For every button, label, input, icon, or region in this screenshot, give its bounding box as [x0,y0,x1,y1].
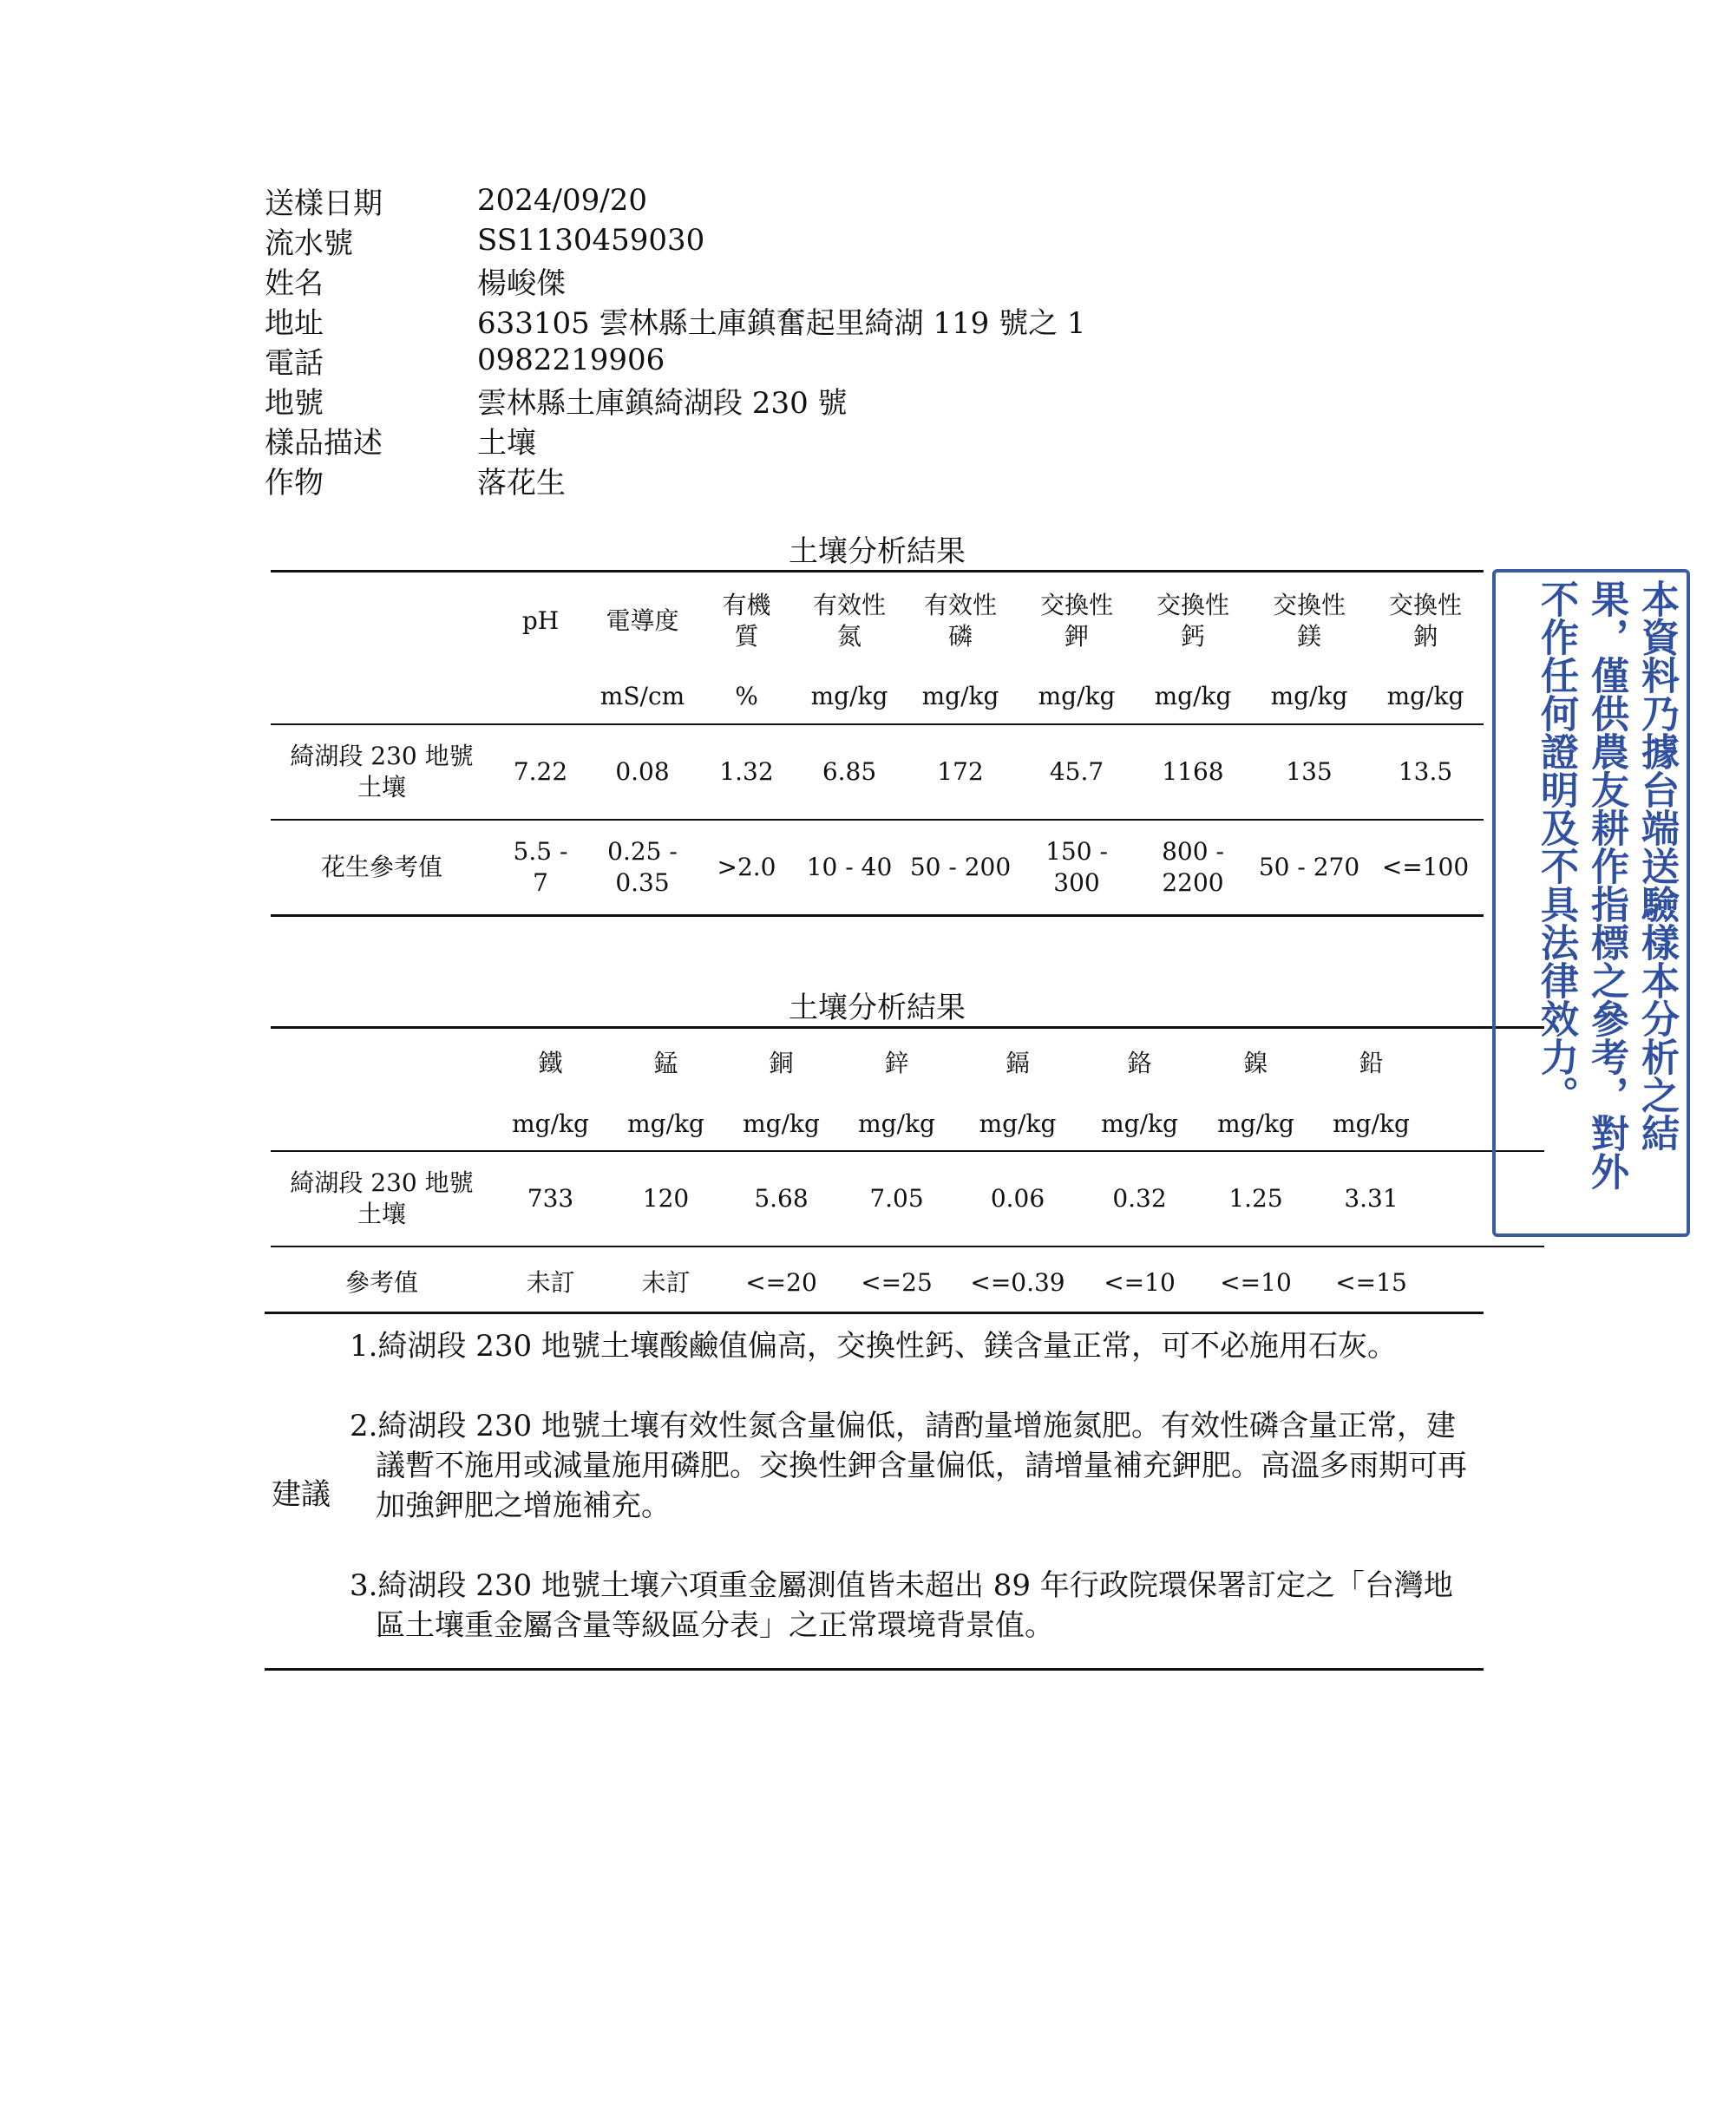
empty-cell [1429,1246,1544,1318]
info-value: SS1130459030 [477,223,705,258]
header-cell [1367,572,1484,671]
value-cell: 7.05 [839,1151,954,1246]
row-label-text: 土壤 [357,1200,406,1228]
row-label-text: 綺湖段 230 地號 [290,1168,474,1197]
info-row-date [265,180,1086,220]
unit-cell: mg/kg [1367,670,1484,724]
suggestions-label: 建議 [272,1477,331,1512]
info-label: 送樣日期 [265,186,383,221]
table-header-row [271,572,1484,671]
unit-cell: mg/kg [902,670,1019,724]
row-label: 花生參考值 [320,853,442,881]
reference-cell: <=10 [1104,1268,1176,1297]
header-cell: 鉻 [1127,1049,1152,1077]
header-text: 鉀 [1064,622,1089,651]
info-label: 地號 [265,385,324,421]
reference-text: 0.25 - [607,837,678,866]
info-row-serial [265,220,1086,260]
reference-cell: <=10 [1220,1268,1292,1297]
value-cell: 0.08 [588,724,697,820]
unit-cell: mg/kg [1313,1098,1429,1151]
unit-cell: mS/cm [588,670,697,724]
header-cell [796,572,902,671]
info-label: 流水號 [265,226,353,261]
reference-cell: <=0.39 [970,1268,1065,1297]
info-value: 雲林縣土庫鎮綺湖段 230 號 [477,385,848,421]
header-cell [1251,572,1367,671]
header-cell: 鐵 [538,1049,563,1077]
table-reference-row [271,1246,1544,1318]
unit-cell: mg/kg [1198,1098,1313,1151]
info-label: 地址 [265,305,324,341]
reference-cell [1135,820,1251,916]
info-value: 土壤 [477,425,536,461]
unit-cell: mg/kg [1019,670,1135,724]
table-sample-row [271,724,1484,820]
reference-cell: <=15 [1335,1268,1407,1297]
reference-text: 5.5 - [513,837,568,866]
header-cell: 鎘 [1005,1049,1030,1077]
value-cell: 120 [608,1151,724,1246]
info-value: 落花生 [477,465,566,501]
header-text: 鈣 [1180,622,1205,651]
header-text: 有機 [722,591,771,619]
info-label: 姓名 [265,265,324,301]
info-value: 2024/09/20 [477,183,647,218]
header-text: pH [521,606,560,635]
header-text: 鎂 [1296,622,1321,651]
value-cell: 6.85 [796,724,902,820]
suggestions-list [350,1326,1477,1685]
header-text: 有效性 [812,591,886,619]
header-cell: 鉛 [1359,1049,1384,1077]
reference-text: 300 [1053,868,1100,897]
value-cell: 13.5 [1367,724,1484,820]
header-cell [1135,572,1251,671]
reference-cell: 10 - 40 [806,853,893,881]
unit-cell [493,670,588,724]
table-units-row [271,670,1484,724]
unit-cell: mg/kg [1135,670,1251,724]
table-reference-row [271,820,1484,916]
value-cell: 733 [493,1151,608,1246]
unit-cell: mg/kg [839,1098,954,1151]
header-text: 鈉 [1412,622,1438,651]
reference-cell: <=25 [861,1268,933,1297]
info-value: 楊峻傑 [477,265,566,301]
soil-analysis-table-1 [271,570,1484,917]
table-units-row [271,1098,1544,1151]
header-text: 交換性 [1156,591,1229,619]
header-text: 有效性 [923,591,997,619]
reference-cell: >2.0 [717,853,776,881]
suggestion-item: 2.綺湖段 230 地號土壤有效性氮含量偏低，請酌量增施氮肥。有效性磷含量正常，建議暫不施用或減量施用磷肥。交換性鉀含量偏低，請增量補充鉀肥。高溫多雨期可再加強鉀肥之增施補充。 [350,1409,1467,1523]
suggestions-section [265,1312,1484,1671]
unit-cell: mg/kg [493,1098,608,1151]
reference-text: 2200 [1162,868,1224,897]
disclaimer-stamp: 本資料乃據台端送驗樣本分析之結果，僅供農友耕作指標之參考，對外不作任何證明及不具法律效力。 [1492,569,1690,1237]
row-label-text: 綺湖段 230 地號 [290,742,474,770]
header-cell [902,572,1019,671]
unit-cell: % [697,670,796,724]
info-label: 電話 [265,345,324,381]
value-cell: 45.7 [1019,724,1135,820]
header-cell: 銅 [769,1049,794,1077]
unit-cell: mg/kg [796,670,902,724]
info-row-sample-desc [265,420,1086,460]
reference-cell [493,820,588,916]
row-label: 參考值 [344,1268,418,1297]
empty-cell [271,670,493,724]
header-cell: 鋅 [884,1049,909,1077]
value-cell: 3.31 [1313,1151,1429,1246]
header-text: 電導度 [606,606,679,635]
info-label: 作物 [265,465,324,501]
header-cell: 鎳 [1243,1049,1268,1077]
value-cell: 7.22 [493,724,588,820]
header-text: 質 [734,622,759,651]
reference-cell [588,820,697,916]
info-row-address [265,300,1086,340]
reference-text: 0.35 [615,868,670,897]
value-cell: 1168 [1135,724,1251,820]
row-label-text: 土壤 [357,773,406,802]
info-row-phone [265,340,1086,380]
soil-analysis-table-2 [271,1026,1544,1318]
reference-cell: 50 - 270 [1258,853,1360,881]
unit-cell: mg/kg [954,1098,1081,1151]
header-cell [588,572,697,671]
info-row-land-number [265,380,1086,420]
value-cell: 0.06 [954,1151,1081,1246]
reference-cell: 未訂 [526,1268,575,1297]
header-text: 磷 [947,622,973,651]
suggestion-item: 3.綺湖段 230 地號土壤六項重金屬測值皆未超出 89 年行政院環保署訂定之「台灣地區土壤重金屬含量等級區分表」之正常環境背景值。 [350,1568,1453,1643]
value-cell: 172 [902,724,1019,820]
empty-cell [271,572,493,671]
info-label: 樣品描述 [265,425,383,461]
info-value: 633105 雲林縣土庫鎮奮起里綺湖 119 號之 1 [477,305,1086,341]
value-cell: 1.32 [697,724,796,820]
sample-info [265,180,1086,500]
info-value: 0982219906 [477,343,665,377]
table1-title: 土壤分析結果 [789,534,966,569]
reference-cell: 50 - 200 [909,853,1012,881]
reference-cell: <=100 [1381,853,1470,881]
reference-text: 800 - [1162,837,1224,866]
header-text: 交換性 [1039,591,1113,619]
info-row-crop [265,460,1086,500]
unit-cell: mg/kg [724,1098,839,1151]
value-cell: 1.25 [1198,1151,1313,1246]
reference-text: 150 - [1045,837,1108,866]
row-label [271,1151,493,1246]
table2-title: 土壤分析結果 [789,991,966,1025]
table-sample-row [271,1151,1544,1246]
value-cell: 5.68 [724,1151,839,1246]
suggestion-item: 1.綺湖段 230 地號土壤酸鹼值偏高，交換性鈣、鎂含量正常，可不必施用石灰。 [350,1329,1397,1364]
unit-cell: mg/kg [1081,1098,1198,1151]
reference-text: 7 [533,868,548,897]
header-text: 氮 [836,622,861,651]
header-cell: 錳 [653,1049,678,1077]
empty-cell [271,1098,493,1151]
table-header-row [271,1028,1544,1099]
header-cell [493,572,588,671]
unit-cell: mg/kg [1251,670,1367,724]
info-row-name [265,260,1086,300]
reference-cell: <=20 [745,1268,817,1297]
header-cell [697,572,796,671]
reference-cell [1019,820,1135,916]
row-label [271,724,493,820]
header-text: 交換性 [1388,591,1462,619]
reference-cell: 未訂 [641,1268,691,1297]
value-cell: 135 [1251,724,1367,820]
header-text: 交換性 [1272,591,1346,619]
value-cell: 0.32 [1081,1151,1198,1246]
unit-cell: mg/kg [608,1098,724,1151]
empty-cell [271,1028,493,1099]
header-cell [1019,572,1135,671]
